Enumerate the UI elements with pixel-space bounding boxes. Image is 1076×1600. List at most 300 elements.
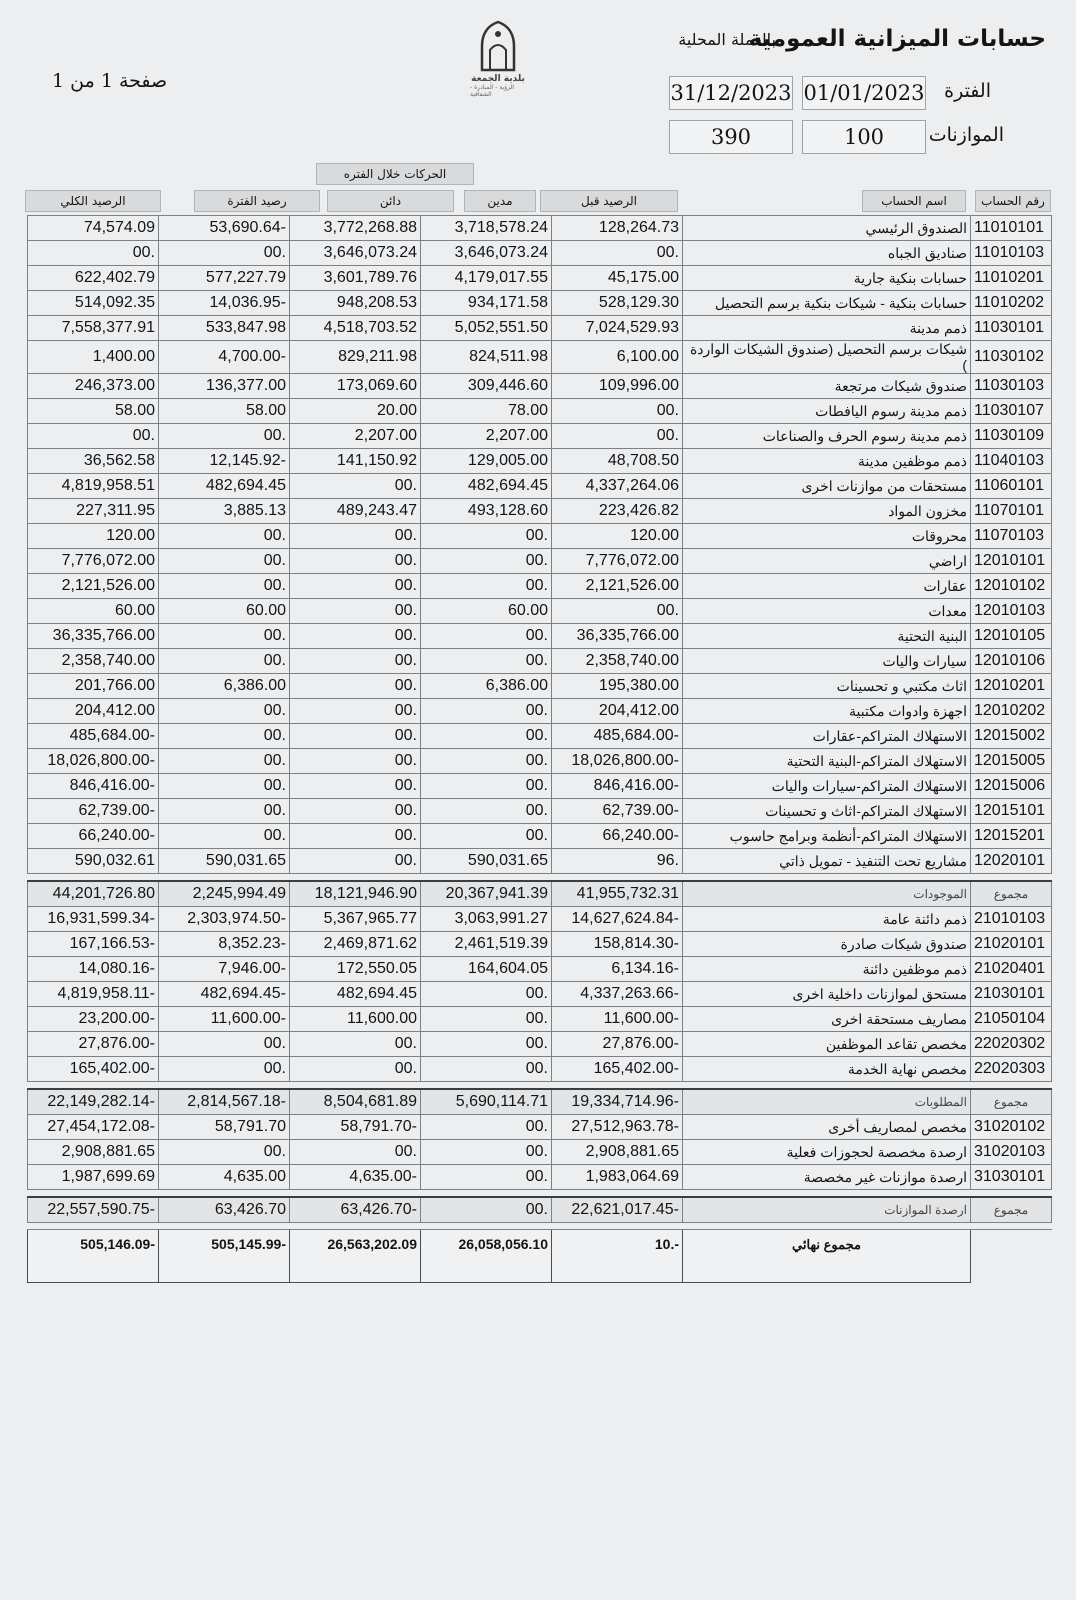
cell-opening: 66,240.00- bbox=[552, 824, 683, 849]
cell-credit: 489,243.47 bbox=[290, 499, 421, 524]
cell-credit: 00. bbox=[290, 824, 421, 849]
total-opening: 41,955,732.31 bbox=[552, 881, 683, 907]
account-row[interactable] bbox=[28, 1115, 1052, 1140]
cell-account-code: 11030109 bbox=[971, 424, 1052, 449]
cell-period: 00. bbox=[159, 424, 290, 449]
cell-credit: 2,469,871.62 bbox=[290, 932, 421, 957]
cell-opening: 120.00 bbox=[552, 524, 683, 549]
cell-credit: 11,600.00 bbox=[290, 1007, 421, 1032]
cell-opening: 195,380.00 bbox=[552, 674, 683, 699]
total-tag: مجموع bbox=[971, 1089, 1052, 1115]
cell-total: 165,402.00- bbox=[28, 1057, 159, 1082]
cell-debit: 2,207.00 bbox=[421, 424, 552, 449]
cell-account-code: 11030102 bbox=[971, 341, 1052, 374]
cell-period: 4,635.00 bbox=[159, 1165, 290, 1190]
cell-debit: 00. bbox=[421, 799, 552, 824]
cell-opening: 00. bbox=[552, 399, 683, 424]
grand-total-debit: 26,058,056.10 bbox=[421, 1230, 552, 1283]
section-total-row bbox=[28, 881, 1052, 907]
section-total-row bbox=[28, 1197, 1052, 1223]
cell-account-name: صندوق شيكات صادرة bbox=[683, 932, 971, 957]
account-row[interactable] bbox=[28, 674, 1052, 699]
cell-total: 14,080.16- bbox=[28, 957, 159, 982]
account-row[interactable] bbox=[28, 1165, 1052, 1190]
cell-account-code: 12015005 bbox=[971, 749, 1052, 774]
cell-total: 622,402.79 bbox=[28, 266, 159, 291]
account-row[interactable] bbox=[28, 624, 1052, 649]
cell-period: 590,031.65 bbox=[159, 849, 290, 874]
cell-period: 58.00 bbox=[159, 399, 290, 424]
cell-opening: 6,134.16- bbox=[552, 957, 683, 982]
cell-debit: 00. bbox=[421, 774, 552, 799]
total-tag: مجموع bbox=[971, 881, 1052, 907]
account-row[interactable] bbox=[28, 499, 1052, 524]
cell-opening: 109,996.00 bbox=[552, 374, 683, 399]
grand-total-credit: 26,563,202.09 bbox=[290, 1230, 421, 1283]
cell-account-code: 11010202 bbox=[971, 291, 1052, 316]
cell-total: 18,026,800.00- bbox=[28, 749, 159, 774]
cell-total: 7,558,377.91 bbox=[28, 316, 159, 341]
cell-account-code: 12010102 bbox=[971, 574, 1052, 599]
cell-debit: 482,694.45 bbox=[421, 474, 552, 499]
cell-account-name: عقارات bbox=[683, 574, 971, 599]
account-row[interactable] bbox=[28, 699, 1052, 724]
cell-period: 00. bbox=[159, 1057, 290, 1082]
cell-debit: 590,031.65 bbox=[421, 849, 552, 874]
cell-opening: 27,876.00- bbox=[552, 1032, 683, 1057]
cell-credit: 00. bbox=[290, 724, 421, 749]
cell-debit: 00. bbox=[421, 1057, 552, 1082]
cell-account-name: صندوق شيكات مرتجعة bbox=[683, 374, 971, 399]
cell-account-name: ارصدة موازنات غير مخصصة bbox=[683, 1165, 971, 1190]
cell-account-code: 12010201 bbox=[971, 674, 1052, 699]
cell-opening: 223,426.82 bbox=[552, 499, 683, 524]
total-total: 22,149,282.14- bbox=[28, 1089, 159, 1115]
cell-opening: 00. bbox=[552, 599, 683, 624]
cell-debit: 2,461,519.39 bbox=[421, 932, 552, 957]
cell-opening: 7,776,072.00 bbox=[552, 549, 683, 574]
cell-credit: 141,150.92 bbox=[290, 449, 421, 474]
cell-account-name: مخصص لمصاريف أخرى bbox=[683, 1115, 971, 1140]
cell-credit: 00. bbox=[290, 649, 421, 674]
cell-debit: 00. bbox=[421, 649, 552, 674]
account-row[interactable] bbox=[28, 774, 1052, 799]
cell-total: 204,412.00 bbox=[28, 699, 159, 724]
period-to-field[interactable]: 31/12/2023 bbox=[669, 76, 793, 110]
account-row[interactable] bbox=[28, 241, 1052, 266]
report-title: حسابات الميزانية العمومية bbox=[748, 26, 1046, 52]
section-spacer bbox=[28, 1190, 1052, 1198]
spacer-cell bbox=[28, 1082, 1052, 1090]
cell-account-code: 21050104 bbox=[971, 1007, 1052, 1032]
cell-debit: 493,128.60 bbox=[421, 499, 552, 524]
account-row[interactable] bbox=[28, 907, 1052, 932]
cell-account-code: 12010106 bbox=[971, 649, 1052, 674]
cell-opening: 2,908,881.65 bbox=[552, 1140, 683, 1165]
cell-credit: 00. bbox=[290, 774, 421, 799]
account-row[interactable] bbox=[28, 649, 1052, 674]
cell-account-name: مستحق لموازنات داخلية اخرى bbox=[683, 982, 971, 1007]
cell-credit: 00. bbox=[290, 1140, 421, 1165]
cell-account-code: 31020102 bbox=[971, 1115, 1052, 1140]
cell-total: 58.00 bbox=[28, 399, 159, 424]
cell-total: 66,240.00- bbox=[28, 824, 159, 849]
cell-account-code: 22020302 bbox=[971, 1032, 1052, 1057]
spacer-cell bbox=[28, 1190, 1052, 1198]
total-period: 2,814,567.18- bbox=[159, 1089, 290, 1115]
account-row[interactable] bbox=[28, 1140, 1052, 1165]
cell-debit: 3,646,073.24 bbox=[421, 241, 552, 266]
cell-account-name: مشاريع تحت التنفيذ - تمويل ذاتي bbox=[683, 849, 971, 874]
cell-total: 246,373.00 bbox=[28, 374, 159, 399]
cell-opening: 4,337,264.06 bbox=[552, 474, 683, 499]
cell-debit: 00. bbox=[421, 524, 552, 549]
cell-debit: 00. bbox=[421, 824, 552, 849]
cell-account-code: 11030101 bbox=[971, 316, 1052, 341]
cell-account-code: 11010201 bbox=[971, 266, 1052, 291]
cell-account-name: البنية التحتية bbox=[683, 624, 971, 649]
cell-credit: 00. bbox=[290, 574, 421, 599]
period-from-field[interactable]: 01/01/2023 bbox=[802, 76, 926, 110]
cell-debit: 00. bbox=[421, 699, 552, 724]
cell-total: 62,739.00- bbox=[28, 799, 159, 824]
cell-debit: 60.00 bbox=[421, 599, 552, 624]
column-period-balance: رصيد الفترة bbox=[194, 190, 320, 212]
cell-account-code: 12010103 bbox=[971, 599, 1052, 624]
total-label: الموجودات bbox=[683, 881, 971, 907]
account-row[interactable] bbox=[28, 399, 1052, 424]
cell-debit: 00. bbox=[421, 1165, 552, 1190]
cell-account-name: شيكات برسم التحصيل (صندوق الشيكات الواردة ) bbox=[683, 341, 971, 374]
cell-account-name: الاستهلاك المتراكم-سيارات واليات bbox=[683, 774, 971, 799]
cell-account-code: 21010103 bbox=[971, 907, 1052, 932]
municipality-logo bbox=[470, 20, 526, 102]
grand-total-total: 505,146.09- bbox=[28, 1230, 159, 1283]
cell-account-name: مخزون المواد bbox=[683, 499, 971, 524]
cell-debit: 4,179,017.55 bbox=[421, 266, 552, 291]
logo-caption: الرؤية - المبادرة - الشفافية bbox=[470, 84, 514, 98]
cell-total: 27,876.00- bbox=[28, 1032, 159, 1057]
budget-from-field[interactable]: 100 bbox=[802, 120, 926, 154]
movements-group-header: الحركات خلال الفتره bbox=[316, 163, 474, 185]
cell-period: 482,694.45 bbox=[159, 474, 290, 499]
cell-account-code: 21020401 bbox=[971, 957, 1052, 982]
cell-credit: 482,694.45 bbox=[290, 982, 421, 1007]
cell-account-name: مخصص تقاعد الموظفين bbox=[683, 1032, 971, 1057]
cell-total: 846,416.00- bbox=[28, 774, 159, 799]
cell-account-name: ارصدة مخصصة لحجوزات فعلية bbox=[683, 1140, 971, 1165]
grand-total-label: مجموع نهائي bbox=[683, 1230, 971, 1283]
cell-debit: 3,718,578.24 bbox=[421, 216, 552, 241]
account-row[interactable] bbox=[28, 266, 1052, 291]
cell-credit: 00. bbox=[290, 749, 421, 774]
cell-debit: 00. bbox=[421, 749, 552, 774]
cell-total: 00. bbox=[28, 424, 159, 449]
cell-opening: 00. bbox=[552, 241, 683, 266]
balance-sheet-table bbox=[27, 215, 1052, 1283]
cell-period: 8,352.23- bbox=[159, 932, 290, 957]
cell-total: 27,454,172.08- bbox=[28, 1115, 159, 1140]
cell-opening: 2,358,740.00 bbox=[552, 649, 683, 674]
cell-account-name: ذمم مدينة رسوم اليافطات bbox=[683, 399, 971, 424]
cell-account-name: محروقات bbox=[683, 524, 971, 549]
account-row[interactable] bbox=[28, 724, 1052, 749]
cell-account-code: 21020101 bbox=[971, 932, 1052, 957]
period-label: الفترة bbox=[944, 80, 991, 102]
account-row[interactable] bbox=[28, 549, 1052, 574]
cell-debit: 6,386.00 bbox=[421, 674, 552, 699]
cell-account-code: 12015101 bbox=[971, 799, 1052, 824]
cell-period: 12,145.92- bbox=[159, 449, 290, 474]
cell-credit: 3,646,073.24 bbox=[290, 241, 421, 266]
cell-total: 201,766.00 bbox=[28, 674, 159, 699]
cell-opening: 1,983,064.69 bbox=[552, 1165, 683, 1190]
cell-account-code: 31020103 bbox=[971, 1140, 1052, 1165]
column-account-number: رقم الحساب bbox=[975, 190, 1051, 212]
cell-account-name: ذمم موظفين دائنة bbox=[683, 957, 971, 982]
column-credit: دائن bbox=[327, 190, 454, 212]
cell-opening: 14,627,624.84- bbox=[552, 907, 683, 932]
cell-period: 533,847.98 bbox=[159, 316, 290, 341]
cell-account-code: 12010105 bbox=[971, 624, 1052, 649]
total-total: 22,557,590.75- bbox=[28, 1197, 159, 1223]
cell-opening: 204,412.00 bbox=[552, 699, 683, 724]
account-row[interactable] bbox=[28, 424, 1052, 449]
cell-debit: 164,604.05 bbox=[421, 957, 552, 982]
cell-credit: 00. bbox=[290, 699, 421, 724]
cell-total: 590,032.61 bbox=[28, 849, 159, 874]
cell-account-name: الاستهلاك المتراكم-أنظمة وبرامج حاسوب bbox=[683, 824, 971, 849]
cell-credit: 00. bbox=[290, 1057, 421, 1082]
cell-period: 7,946.00- bbox=[159, 957, 290, 982]
spacer-cell bbox=[28, 874, 1052, 882]
cell-total: 120.00 bbox=[28, 524, 159, 549]
cell-credit: 00. bbox=[290, 474, 421, 499]
cell-opening: 2,121,526.00 bbox=[552, 574, 683, 599]
cell-total: 2,121,526.00 bbox=[28, 574, 159, 599]
total-period: 63,426.70 bbox=[159, 1197, 290, 1223]
cell-period: 482,694.45- bbox=[159, 982, 290, 1007]
account-row[interactable] bbox=[28, 216, 1052, 241]
cell-debit: 129,005.00 bbox=[421, 449, 552, 474]
total-label: ارصدة الموازنات bbox=[683, 1197, 971, 1223]
account-row[interactable] bbox=[28, 599, 1052, 624]
account-row[interactable] bbox=[28, 1007, 1052, 1032]
cell-opening: 62,739.00- bbox=[552, 799, 683, 824]
cell-account-name: الاستهلاك المتراكم-البنية التحتية bbox=[683, 749, 971, 774]
budget-to-field[interactable]: 390 bbox=[669, 120, 793, 154]
cell-account-code: 31030101 bbox=[971, 1165, 1052, 1190]
cell-account-code: 12015006 bbox=[971, 774, 1052, 799]
cell-account-code: 11010101 bbox=[971, 216, 1052, 241]
cell-opening: 165,402.00- bbox=[552, 1057, 683, 1082]
cell-opening: 7,024,529.93 bbox=[552, 316, 683, 341]
cell-opening: 846,416.00- bbox=[552, 774, 683, 799]
cell-period: 00. bbox=[159, 241, 290, 266]
cell-total: 514,092.35 bbox=[28, 291, 159, 316]
cell-debit: 309,446.60 bbox=[421, 374, 552, 399]
account-row[interactable] bbox=[28, 374, 1052, 399]
cell-total: 4,819,958.51 bbox=[28, 474, 159, 499]
cell-period: 00. bbox=[159, 799, 290, 824]
cell-total: 1,400.00 bbox=[28, 341, 159, 374]
total-credit: 8,504,681.89 bbox=[290, 1089, 421, 1115]
cell-total: 4,819,958.11- bbox=[28, 982, 159, 1007]
cell-debit: 78.00 bbox=[421, 399, 552, 424]
page-indicator: صفحة 1 من 1 bbox=[52, 70, 168, 92]
total-tag: مجموع bbox=[971, 1197, 1052, 1223]
cell-opening: 27,512,963.78- bbox=[552, 1115, 683, 1140]
column-total-balance: الرصيد الكلي bbox=[25, 190, 161, 212]
report-subtitle: بالعملة المحلية bbox=[678, 30, 776, 49]
cell-credit: 3,601,789.76 bbox=[290, 266, 421, 291]
cell-total: 1,987,699.69 bbox=[28, 1165, 159, 1190]
total-debit: 5,690,114.71 bbox=[421, 1089, 552, 1115]
cell-debit: 00. bbox=[421, 982, 552, 1007]
cell-credit: 00. bbox=[290, 1032, 421, 1057]
cell-credit: 948,208.53 bbox=[290, 291, 421, 316]
account-row[interactable] bbox=[28, 449, 1052, 474]
cell-account-code: 11070101 bbox=[971, 499, 1052, 524]
cell-opening: 36,335,766.00 bbox=[552, 624, 683, 649]
cell-account-name: معدات bbox=[683, 599, 971, 624]
cell-period: 00. bbox=[159, 549, 290, 574]
cell-period: 00. bbox=[159, 574, 290, 599]
column-debit: مدين bbox=[464, 190, 536, 212]
account-row[interactable] bbox=[28, 1057, 1052, 1082]
cell-account-code: 12015002 bbox=[971, 724, 1052, 749]
total-label: المطلوبات bbox=[683, 1089, 971, 1115]
account-row[interactable] bbox=[28, 316, 1052, 341]
cell-credit: 20.00 bbox=[290, 399, 421, 424]
cell-total: 227,311.95 bbox=[28, 499, 159, 524]
cell-account-code: 11030107 bbox=[971, 399, 1052, 424]
cell-opening: 4,337,263.66- bbox=[552, 982, 683, 1007]
cell-account-name: مصاريف مستحقة اخرى bbox=[683, 1007, 971, 1032]
cell-credit: 00. bbox=[290, 599, 421, 624]
cell-account-name: الصندوق الرئيسي bbox=[683, 216, 971, 241]
total-period: 2,245,994.49 bbox=[159, 881, 290, 907]
logo-emblem-icon bbox=[476, 20, 520, 72]
column-account-name: اسم الحساب bbox=[862, 190, 966, 212]
cell-debit: 00. bbox=[421, 1032, 552, 1057]
cell-debit: 3,063,991.27 bbox=[421, 907, 552, 932]
cell-account-code: 22020303 bbox=[971, 1057, 1052, 1082]
cell-period: 58,791.70 bbox=[159, 1115, 290, 1140]
account-row[interactable] bbox=[28, 524, 1052, 549]
cell-credit: 4,635.00- bbox=[290, 1165, 421, 1190]
cell-total: 60.00 bbox=[28, 599, 159, 624]
cell-total: 36,335,766.00 bbox=[28, 624, 159, 649]
cell-period: 00. bbox=[159, 774, 290, 799]
cell-period: 60.00 bbox=[159, 599, 290, 624]
cell-debit: 00. bbox=[421, 724, 552, 749]
spacer-cell bbox=[28, 1223, 1052, 1230]
account-row[interactable] bbox=[28, 849, 1052, 874]
cell-account-name: مخصص نهاية الخدمة bbox=[683, 1057, 971, 1082]
cell-account-name: حسابات بنكية - شيكات بنكية برسم التحصيل bbox=[683, 291, 971, 316]
cell-credit: 00. bbox=[290, 524, 421, 549]
cell-opening: 528,129.30 bbox=[552, 291, 683, 316]
cell-total: 16,931,599.34- bbox=[28, 907, 159, 932]
cell-account-code: 21030101 bbox=[971, 982, 1052, 1007]
cell-period: 577,227.79 bbox=[159, 266, 290, 291]
cell-credit: 00. bbox=[290, 674, 421, 699]
cell-credit: 4,518,703.52 bbox=[290, 316, 421, 341]
cell-account-name: مستحقات من موازنات اخرى bbox=[683, 474, 971, 499]
cell-period: 00. bbox=[159, 624, 290, 649]
cell-debit: 00. bbox=[421, 549, 552, 574]
cell-debit: 00. bbox=[421, 574, 552, 599]
cell-credit: 172,550.05 bbox=[290, 957, 421, 982]
cell-total: 7,776,072.00 bbox=[28, 549, 159, 574]
account-row[interactable] bbox=[28, 574, 1052, 599]
account-row[interactable] bbox=[28, 1032, 1052, 1057]
cell-total: 36,562.58 bbox=[28, 449, 159, 474]
cell-period: 11,600.00- bbox=[159, 1007, 290, 1032]
cell-opening: 96. bbox=[552, 849, 683, 874]
section-spacer bbox=[28, 874, 1052, 882]
account-row[interactable] bbox=[28, 932, 1052, 957]
grand-total-opening: 10.- bbox=[552, 1230, 683, 1283]
cell-debit: 824,511.98 bbox=[421, 341, 552, 374]
cell-period: 00. bbox=[159, 724, 290, 749]
account-row[interactable] bbox=[28, 341, 1052, 374]
cell-opening: 48,708.50 bbox=[552, 449, 683, 474]
cell-account-name: سيارات واليات bbox=[683, 649, 971, 674]
account-row[interactable] bbox=[28, 799, 1052, 824]
cell-account-code: 12010202 bbox=[971, 699, 1052, 724]
account-row[interactable] bbox=[28, 982, 1052, 1007]
total-total: 44,201,726.80 bbox=[28, 881, 159, 907]
cell-account-code: 11060101 bbox=[971, 474, 1052, 499]
section-total-row bbox=[28, 1089, 1052, 1115]
cell-credit: 58,791.70- bbox=[290, 1115, 421, 1140]
grand-total-blank bbox=[971, 1230, 1052, 1283]
cell-opening: 128,264.73 bbox=[552, 216, 683, 241]
cell-period: 14,036.95- bbox=[159, 291, 290, 316]
cell-period: 00. bbox=[159, 1032, 290, 1057]
cell-account-code: 12015201 bbox=[971, 824, 1052, 849]
cell-account-name: حسابات بنكية جارية bbox=[683, 266, 971, 291]
cell-period: 136,377.00 bbox=[159, 374, 290, 399]
cell-account-name: ذمم مدينة رسوم الحرف والصناعات bbox=[683, 424, 971, 449]
cell-account-name: ذمم موظفين مدينة bbox=[683, 449, 971, 474]
cell-account-code: 12020101 bbox=[971, 849, 1052, 874]
account-row[interactable] bbox=[28, 291, 1052, 316]
account-row[interactable] bbox=[28, 957, 1052, 982]
cell-total: 74,574.09 bbox=[28, 216, 159, 241]
total-credit: 63,426.70- bbox=[290, 1197, 421, 1223]
account-row[interactable] bbox=[28, 749, 1052, 774]
account-row[interactable] bbox=[28, 474, 1052, 499]
logo-text: بلدية الجمعة bbox=[471, 74, 525, 84]
total-opening: 22,621,017.45- bbox=[552, 1197, 683, 1223]
cell-account-code: 11070103 bbox=[971, 524, 1052, 549]
cell-period: 00. bbox=[159, 649, 290, 674]
account-row[interactable] bbox=[28, 824, 1052, 849]
cell-account-name: اراضي bbox=[683, 549, 971, 574]
cell-credit: 00. bbox=[290, 624, 421, 649]
cell-credit: 5,367,965.77 bbox=[290, 907, 421, 932]
cell-period: 3,885.13 bbox=[159, 499, 290, 524]
section-spacer bbox=[28, 1223, 1052, 1230]
cell-account-name: ذمم دائنة عامة bbox=[683, 907, 971, 932]
total-debit: 20,367,941.39 bbox=[421, 881, 552, 907]
cell-account-code: 11010103 bbox=[971, 241, 1052, 266]
cell-credit: 00. bbox=[290, 849, 421, 874]
cell-debit: 00. bbox=[421, 624, 552, 649]
